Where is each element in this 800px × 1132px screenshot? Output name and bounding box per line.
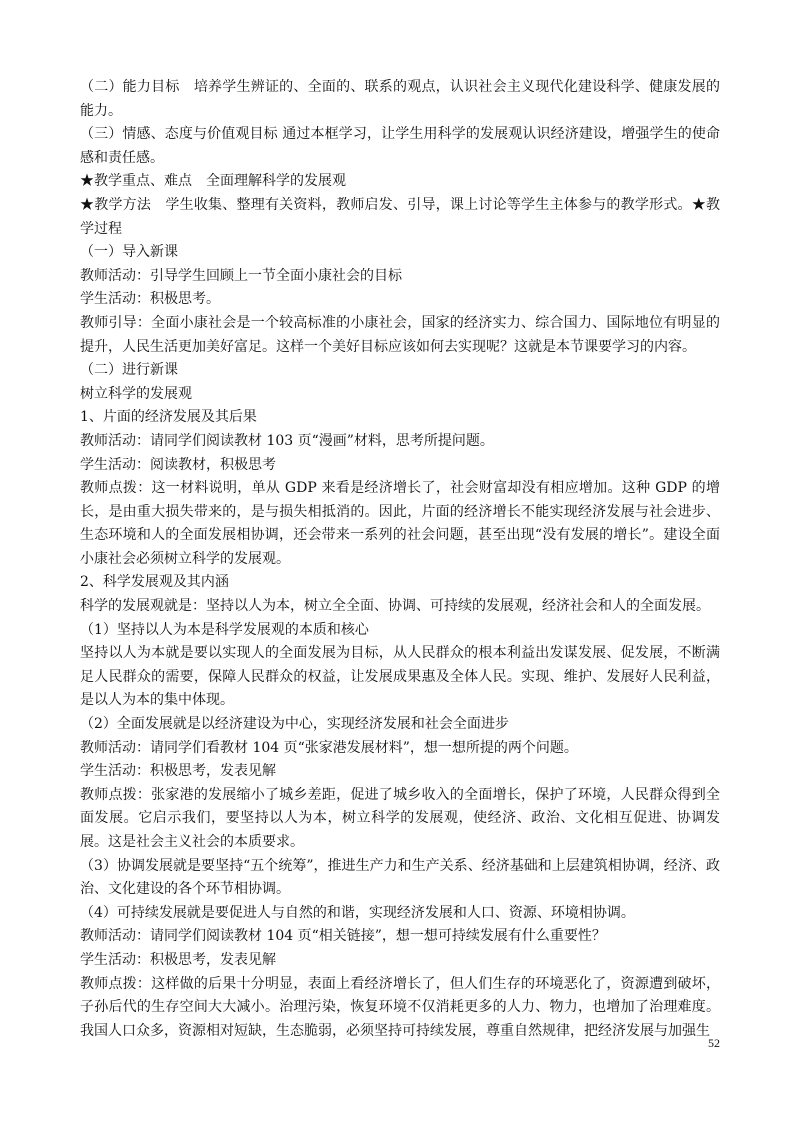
paragraph-teacher-activity: 教师活动：请同学们阅读教材 104 页“相关链接”，想一想可持续发展有什么重要性？ (80, 928, 606, 945)
page-number: 52 (708, 1036, 720, 1050)
paragraph-key-points: ★教学重点、难点 全面理解科学的发展观 (80, 173, 346, 190)
paragraph-teacher-activity: 教师活动：请同学们看教材 104 页“张家港发展材料”，想一想所提的两个问题。 (80, 739, 578, 756)
paragraph-teacher-comment: 教师点拨：张家港的发展缩小了城乡差距，促进了城乡收入的全面增长，保护了环境，人民群众得到全面发展。它启示我们，要坚持以人为本，树立科学的发展观，使经济、政治、文化相互促进、协调发展。这是社会主义社会的本质要求。 (80, 786, 720, 850)
paragraph-people-oriented: 坚持以人为本就是要以实现人的全面发展为目标，从人民群众的根本利益出发谋发展、促发展，不断满足人民群众的需要，保障人民群众的权益，让发展成果惠及全体人民。实现、维护、发展好人民利益，是以人为本的集中体现。 (80, 645, 720, 709)
paragraph-emotion-goal: （三）情感、态度与价值观目标 通过本框学习，让学生用科学的发展观认识经济建设，增强学生的使命感和责任感。 (80, 126, 720, 166)
heading-scientific-outlook: 树立科学的发展观 (80, 385, 192, 402)
paragraph-teacher-activity: 教师活动：引导学生回顾上一节全面小康社会的目标 (80, 267, 402, 284)
paragraph-definition: 科学的发展观就是：坚持以人为本，树立全全面、协调、可持续的发展观，经济社会和人的全面发展。 (80, 598, 710, 615)
heading-point-4: （4）可持续发展就是要促进人与自然的和谐，实现经济发展和人口、资源、环境相协调。 (80, 904, 635, 921)
paragraph-teacher-guide: 教师引导：全面小康社会是一个较高标准的小康社会，国家的经济实力、综合国力、国际地位有明显的提升，人民生活更加美好富足。这样一个美好目标应该如何去实现呢？这就是本节课要学习的内容。 (80, 314, 720, 355)
heading-point-1: （1）坚持以人为本是科学发展观的本质和核心 (80, 621, 369, 638)
paragraph-student-activity: 学生活动：积极思考。 (80, 291, 220, 308)
paragraph-student-activity: 学生活动：积极思考，发表见解 (80, 763, 276, 780)
heading-point-2: （2）全面发展就是以经济建设为中心，实现经济发展和社会全面进步 (80, 716, 509, 733)
paragraph-teacher-comment: 教师点拨：这一材料说明，单从 GDP 来看是经济增长了，社会财富却没有相应增加。这种 GDP 的增长，是由重大损失带来的，是与损失相抵消的。因此，片面的经济增长不能实现经济发展与社会进步、生态环境和人的全面发展相协调，还会带来一系列的社会问题，甚至出现“没有发展的增长”。建设全面小康社会必须树立科学的发展观。 (80, 480, 720, 567)
document-body (80, 76, 720, 1043)
paragraph-student-activity: 学生活动：积极思考，发表见解 (80, 951, 276, 968)
paragraph-student-activity: 学生活动：阅读教材，积极思考 (80, 456, 276, 473)
heading-section-2: 2、科学发展观及其内涵 (80, 574, 229, 591)
paragraph-ability-goal: （二）能力目标 培养学生辨证的、全面的、联系的观点，认识社会主义现代化建设科学、健康发展的能力。 (80, 79, 720, 119)
heading-new-lesson: （二）进行新课 (80, 362, 178, 379)
heading-point-3: （3）协调发展就是要坚持“五个统筹”，推进生产力和生产关系、经济基础和上层建筑相协调，经济、政治、文化建设的各个环节相协调。 (80, 857, 720, 898)
paragraph-teaching-method: ★教学方法 学生收集、整理有关资料，教师启发、引导，课上讨论等学生主体参与的教学形式。★教学过程 (80, 196, 720, 237)
heading-lead-in: （一）导入新课 (80, 244, 178, 261)
paragraph-teacher-comment: 教师点拨：这样做的后果十分明显，表面上看经济增长了，但人们生存的环境恶化了，资源遭到破坏，子孙后代的生存空间大大减小。治理污染，恢复环境不仅消耗更多的人力、物力，也增加了治理难度。我国人口众多，资源相对短缺，生态脆弱，必须坚持可持续发展，尊重自然规律，把经济发展与加强生 (80, 975, 720, 1039)
heading-section-1: 1、片面的经济发展及其后果 (80, 409, 257, 426)
paragraph-teacher-activity: 教师活动：请同学们阅读教材 103 页“漫画”材料，思考所提问题。 (80, 432, 494, 449)
